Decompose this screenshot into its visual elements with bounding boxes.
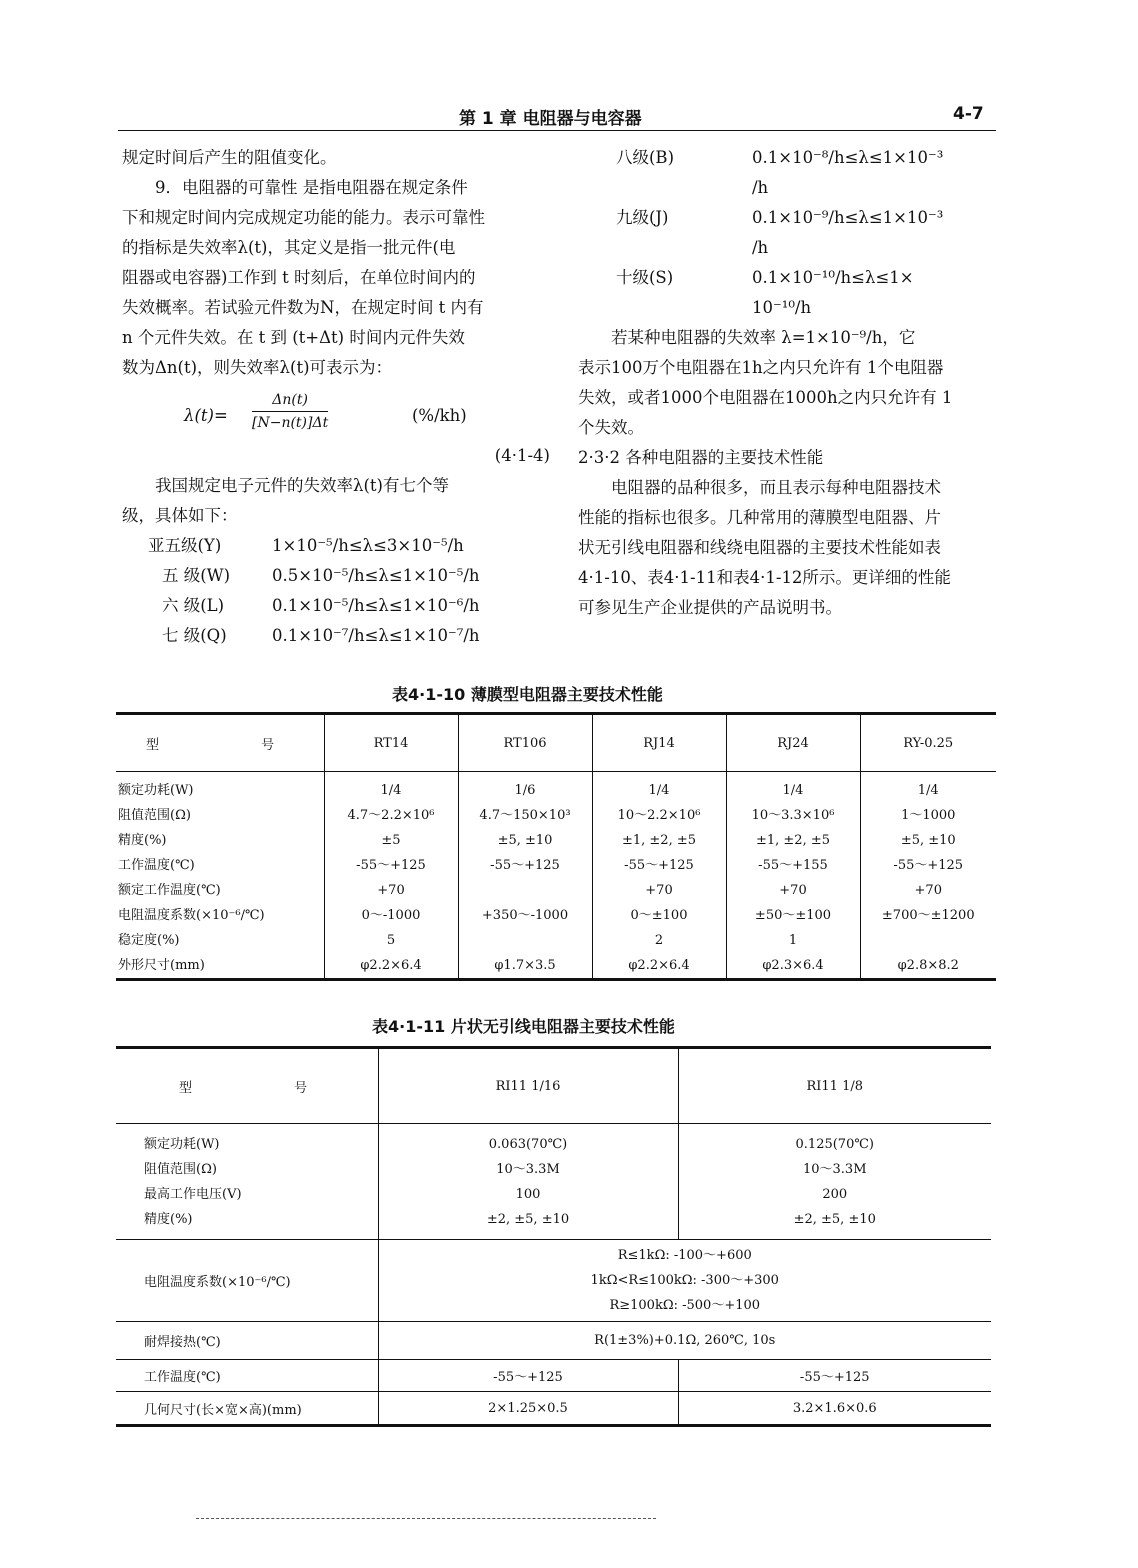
table-cell: R(1±3%)+0.1Ω, 260℃, 10s <box>378 1322 991 1360</box>
model-cell: RY-0.25 <box>860 714 996 772</box>
column-ri11-16 <box>378 1124 678 1240</box>
table-cell: 1/6 <box>514 783 536 798</box>
grade-range: 1×10⁻⁵/h≤λ≤3×10⁻⁵/h <box>272 536 464 555</box>
table-cell: ±2, ±5, ±10 <box>793 1211 876 1227</box>
table-cell: ±5, ±10 <box>900 833 956 848</box>
grade-row <box>122 591 550 621</box>
model-cell: RJ14 <box>592 714 726 772</box>
table-cell: ±1, ±2, ±5 <box>755 833 831 848</box>
row-label: 额定工作温度(℃) <box>118 883 221 898</box>
text-line: 我国规定电子元件的失效率λ(t)有七个等 <box>155 476 449 495</box>
header-rule <box>118 130 996 131</box>
grade-range: 0.1×10⁻⁷/h≤λ≤1×10⁻⁷/h <box>272 626 480 645</box>
grade-row <box>578 263 1002 293</box>
column-rj24 <box>726 772 860 980</box>
table-cell: 4.7～2.2×10⁶ <box>347 808 435 823</box>
table-cell: 2×1.25×0.5 <box>378 1392 678 1426</box>
formula-fraction <box>252 389 328 434</box>
table-cell: -55～+125 <box>378 1360 678 1392</box>
table-cell: φ2.8×8.2 <box>897 958 959 973</box>
left-column <box>122 143 550 651</box>
text-line: 可参见生产企业提供的产品说明书。 <box>578 598 842 617</box>
table-cell: R≤1kΩ: -100～+600 <box>617 1248 752 1263</box>
table-group-row <box>116 1124 991 1240</box>
grade-row-cont <box>578 233 1002 263</box>
text-line: 电阻器的品种很多，而且表示每种电阻器技术 <box>611 478 941 497</box>
text-line: 状无引线电阻器和线绕电阻器的主要技术性能如表 <box>578 538 941 557</box>
table-cell: ±5 <box>381 833 401 848</box>
table-cell: 2 <box>654 933 664 948</box>
grade-name: 十级(S) <box>616 268 674 287</box>
row-label: 额定功耗(W) <box>144 1136 220 1152</box>
grade-range-cont: /h <box>752 238 769 257</box>
row-label: 精度(%) <box>118 833 167 848</box>
grade-row <box>578 203 1002 233</box>
table-cell: 100 <box>515 1186 541 1202</box>
table-cell: 4.7～150×10³ <box>479 808 571 823</box>
grade-name: 八级(B) <box>616 148 674 167</box>
grade-name: 七 级(Q) <box>162 626 227 645</box>
table-cell: ±1, ±2, ±5 <box>621 833 697 848</box>
text-line: 阻器或电容器)工作到 t 时刻后，在单位时间内的 <box>122 268 476 287</box>
grade-row-cont <box>578 293 1002 323</box>
table-cell: φ2.2×6.4 <box>628 958 690 973</box>
header-char: 号 <box>294 1080 308 1096</box>
grade-row <box>122 561 550 591</box>
row-label: 最高工作电压(V) <box>144 1186 242 1202</box>
model-cell: RI11 1/8 <box>678 1048 991 1124</box>
model-cell: RJ24 <box>726 714 860 772</box>
table-cell: 1kΩ<R≤100kΩ: -300～+300 <box>590 1273 779 1288</box>
table-header-row <box>116 1048 991 1124</box>
table-cell: 0.125(70℃) <box>795 1136 874 1152</box>
text-line: 表示100万个电阻器在1h之内只允许有 1个电阻器 <box>578 358 944 377</box>
text-line: 失效，或者1000个电阻器在1000h之内只允许有 1 <box>578 388 953 407</box>
table-cell: 0.063(70℃) <box>488 1136 568 1152</box>
table-cell: -55～+125 <box>678 1360 991 1392</box>
table-cell: +70 <box>914 883 942 898</box>
row-label: 电阻温度系数(×10⁻⁶/℃) <box>118 908 265 923</box>
grade-row <box>122 531 550 561</box>
table-cell: 1/4 <box>782 783 804 798</box>
table-cell: 1/4 <box>380 783 402 798</box>
row-labels <box>116 1124 378 1240</box>
table-chip-resistors <box>116 1046 991 1427</box>
section-heading: 2·3·2 各种电阻器的主要技术性能 <box>578 448 824 467</box>
table-cell: 10～2.2×10⁶ <box>617 808 701 823</box>
table-cell: +350～-1000 <box>481 908 569 923</box>
row-label: 精度(%) <box>144 1211 193 1227</box>
table-cell: φ2.3×6.4 <box>762 958 824 973</box>
grade-name: 五 级(W) <box>162 566 231 585</box>
table-row-size <box>116 1392 991 1426</box>
column-rt106 <box>458 772 592 980</box>
text-line: 若某种电阻器的失效率 λ=1×10⁻⁹/h，它 <box>611 328 916 347</box>
table-cell: 1/4 <box>648 783 670 798</box>
table-header-row <box>116 714 996 772</box>
table-cell: 10～3.3M <box>802 1161 867 1177</box>
model-header <box>116 1048 378 1124</box>
formula-number: (4·1-4) <box>494 446 550 465</box>
table-cell <box>461 928 590 953</box>
grade-range: 0.1×10⁻⁹/h≤λ≤1×10⁻³ <box>752 208 944 227</box>
table-cell: -55～+125 <box>490 858 560 873</box>
grade-row <box>122 621 550 651</box>
grade-name: 六 级(L) <box>162 596 225 615</box>
table-cell <box>461 878 590 903</box>
table-cell: -55～+125 <box>624 858 694 873</box>
table-cell: ±5, ±10 <box>497 833 553 848</box>
table-cell: 1～1000 <box>901 808 956 823</box>
table-cell: φ2.2×6.4 <box>360 958 422 973</box>
header-char: 型 <box>146 737 160 753</box>
text-line: 的指标是失效率λ(t)，其定义是指一批元件(电 <box>122 238 456 257</box>
formula-lhs: λ(t)= <box>184 406 228 425</box>
table-cell: 5 <box>386 933 396 948</box>
text-line: n 个元件失效。在 t 到 (t+Δt) 时间内元件失效 <box>122 328 465 347</box>
text-line: 规定时间后产生的阻值变化。 <box>122 148 337 167</box>
table-cell: ±700～±1200 <box>881 908 975 923</box>
grade-range: 0.1×10⁻⁸/h≤λ≤1×10⁻³ <box>752 148 944 167</box>
model-cell: RT14 <box>324 714 458 772</box>
table-body <box>116 772 996 980</box>
table-cell: R≥100kΩ: -500～+100 <box>609 1298 761 1313</box>
text-line: 4·1-10、表4·1-11和表4·1-12所示。更详细的性能 <box>578 568 951 587</box>
grade-name: 九级(J) <box>616 208 669 227</box>
table-cell: +70 <box>779 883 807 898</box>
grade-range-cont: /h <box>752 178 769 197</box>
table-cell: 10～3.3M <box>496 1161 560 1177</box>
row-label: 几何尺寸(长×宽×高)(mm) <box>116 1392 378 1426</box>
table-cell: +70 <box>645 883 673 898</box>
table-cell: 10～3.3×10⁶ <box>751 808 835 823</box>
row-label: 阻值范围(Ω) <box>118 808 191 823</box>
table1-title: 表4·1-10 薄膜型电阻器主要技术性能 <box>392 685 663 704</box>
table-thin-film-resistors <box>116 712 996 981</box>
table-cell: 0～±100 <box>630 908 688 923</box>
row-label: 稳定度(%) <box>118 933 180 948</box>
row-labels <box>116 772 324 980</box>
table-row-temp <box>116 1360 991 1392</box>
grade-row <box>578 143 1002 173</box>
table-row-tcr <box>116 1240 991 1322</box>
text-line: 失效概率。若试验元件数为N，在规定时间 t 内有 <box>122 298 484 317</box>
right-column <box>578 143 1002 623</box>
table-cell: 1/4 <box>917 783 939 798</box>
failure-rate-formula <box>122 389 550 441</box>
row-label: 外形尺寸(mm) <box>118 958 205 973</box>
row-label: 工作温度(℃) <box>116 1360 378 1392</box>
header-char: 号 <box>261 737 275 753</box>
table-cell: 3.2×1.6×0.6 <box>678 1392 991 1426</box>
grade-name: 亚五级(Y) <box>148 536 222 555</box>
column-ry025 <box>860 772 996 980</box>
table-cell: ±50～±100 <box>754 908 832 923</box>
header-char: 型 <box>179 1080 193 1096</box>
table-cell <box>863 928 995 953</box>
grade-row-cont <box>578 173 1002 203</box>
text-line: 数为Δn(t)，则失效率λ(t)可表示为： <box>122 358 393 377</box>
text-line: 个失效。 <box>578 418 644 437</box>
column-rj14 <box>592 772 726 980</box>
table-cell: 1 <box>788 933 798 948</box>
text-line: 下和规定时间内完成规定功能的能力。表示可靠性 <box>122 208 485 227</box>
row-label: 阻值范围(Ω) <box>144 1161 217 1177</box>
row-label: 耐焊接热(℃) <box>116 1322 378 1360</box>
model-cell: RT106 <box>458 714 592 772</box>
table-cell: -55～+125 <box>893 858 964 873</box>
table-cell: 200 <box>822 1186 848 1202</box>
model-cell: RI11 1/16 <box>378 1048 678 1124</box>
column-rt14 <box>324 772 458 980</box>
model-header <box>116 714 324 772</box>
table-cell: φ1.7×3.5 <box>494 958 556 973</box>
chapter-header: 第 1 章 电阻器与电容器 <box>459 109 642 129</box>
text-line: 9．电阻器的可靠性 是指电阻器在规定条件 <box>155 178 468 197</box>
row-label: 额定功耗(W) <box>118 783 194 798</box>
page-number: 4-7 <box>953 104 984 124</box>
row-label: 电阻温度系数(×10⁻⁶/℃) <box>116 1240 378 1322</box>
text-line: 级，具体如下： <box>122 506 238 525</box>
table-cell: +70 <box>377 883 405 898</box>
grade-range: 0.1×10⁻⁵/h≤λ≤1×10⁻⁶/h <box>272 596 480 615</box>
row-label: 工作温度(℃) <box>118 858 195 873</box>
formula-unit: (%/kh) <box>412 406 467 425</box>
grade-range: 0.5×10⁻⁵/h≤λ≤1×10⁻⁵/h <box>272 566 480 585</box>
table-cell: 0～-1000 <box>361 908 421 923</box>
table-cell: -55～+155 <box>758 858 828 873</box>
table2-title: 表4·1-11 片状无引线电阻器主要技术性能 <box>372 1017 675 1036</box>
grade-range: 0.1×10⁻¹⁰/h≤λ≤1× <box>752 268 914 287</box>
formula-denominator: [N−n(t)]Δt <box>252 415 329 431</box>
tcr-values <box>378 1240 991 1322</box>
bottom-dash-line <box>196 1518 656 1519</box>
table-cell: -55～+125 <box>356 858 426 873</box>
table-cell: ±2, ±5, ±10 <box>486 1211 570 1227</box>
formula-numerator: Δn(t) <box>252 389 328 412</box>
grade-range-cont: 10⁻¹⁰/h <box>752 298 812 317</box>
column-ri11-8 <box>678 1124 991 1240</box>
text-line: 性能的指标也很多。几种常用的薄膜型电阻器、片 <box>578 508 941 527</box>
table-row-solder <box>116 1322 991 1360</box>
